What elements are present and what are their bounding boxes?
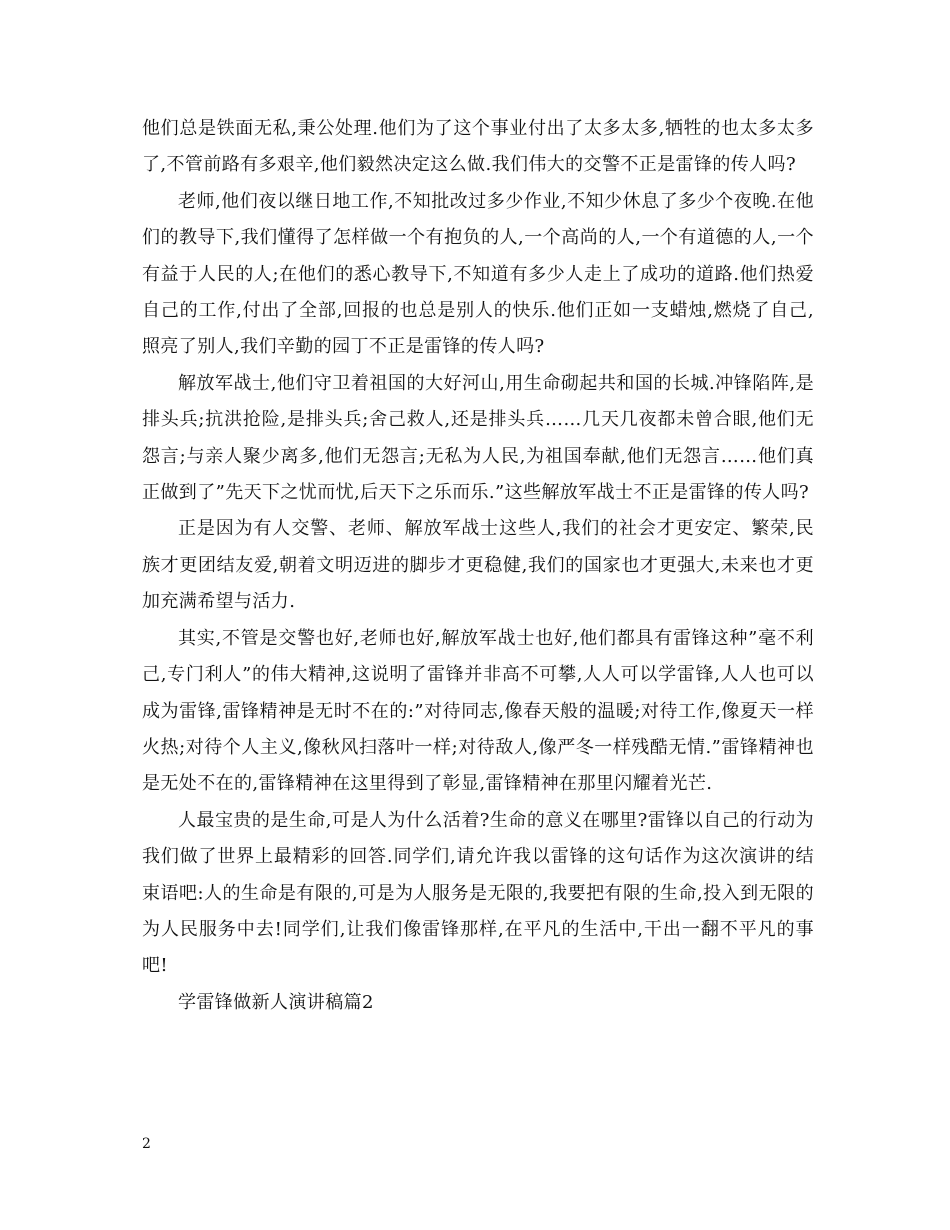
paragraph: 解放军战士,他们守卫着祖国的大好河山,用生命砌起共和国的长城.冲锋陷阵,是排头兵;抗洪抢险,是排头兵;舍己救人,还是排头兵……几天几夜都未曾合眼,他们无怨言;与亲人聚少离多,他们无怨言;无私为人民,为祖国奉献,他们无怨言……他们真正做到了”先天下之忧而忧,后天下之乐而乐.”这些解放军战士不正是雷锋的传人吗?	[142, 372, 814, 504]
section-heading: 学雷锋做新人演讲稿篇2	[178, 991, 374, 1013]
paragraph: 人最宝贵的是生命,可是人为什么活着?生命的意义在哪里?雷锋以自己的行动为我们做了世界上最精彩的回答.同学们,请允许我以雷锋的这句话作为这次演讲的结束语吧:人的生命是有限的,可是为人服务是无限的,我要把有限的生命,投入到无限的为人民服务中去!同学们,让我们像雷锋那样,在平凡的生活中,干出一翻不平凡的事吧!	[142, 809, 814, 977]
paragraph: 老师,他们夜以继日地工作,不知批改过多少作业,不知少休息了多少个夜晚.在他们的教导下,我们懂得了怎样做一个有抱负的人,一个高尚的人,一个有道德的人,一个有益于人民的人;在他们的悉心教导下,不知道有多少人走上了成功的道路.他们热爱自己的工作,付出了全部,回报的也总是别人的快乐.他们正如一支蜡烛,燃烧了自己,照亮了别人,我们辛勤的园丁不正是雷锋的传人吗?	[142, 190, 814, 358]
page-number: 2	[142, 1136, 151, 1152]
document-body	[142, 111, 814, 1021]
paragraph: 正是因为有人交警、老师、解放军战士这些人,我们的社会才更安定、繁荣,民族才更团结友爱,朝着文明迈进的脚步才更稳健,我们的国家也才更强大,未来也才更加充满希望与活力.	[142, 518, 814, 613]
paragraph: 他们总是铁面无私,秉公处理.他们为了这个事业付出了太多太多,牺牲的也太多太多了,不管前路有多艰辛,他们毅然决定这么做.我们伟大的交警不正是雷锋的传人吗?	[142, 118, 814, 176]
paragraph: 其实,不管是交警也好,老师也好,解放军战士也好,他们都具有雷锋这种”毫不利己,专门利人”的伟大精神,这说明了雷锋并非高不可攀,人人可以学雷锋,人人也可以成为雷锋,雷锋精神是无时不在的:”对待同志,像春天般的温暖;对待工作,像夏天一样火热;对待个人主义,像秋风扫落叶一样;对待敌人,像严冬一样残酷无情.”雷锋精神也是无处不在的,雷锋精神在这里得到了彰显,雷锋精神在那里闪耀着光芒.	[142, 627, 814, 795]
